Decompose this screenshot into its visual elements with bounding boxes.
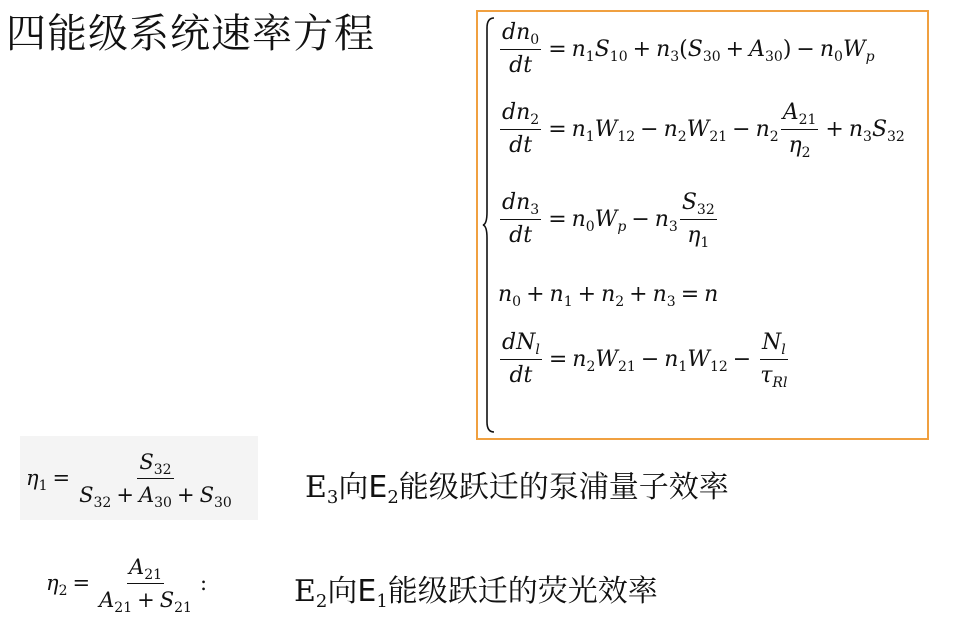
eta1-formula: $\eta_1$ = $\frac{S_{32}}{S_{32} + A_{30} + S_{30}}$ [20,436,258,520]
rate-equation-n0: $\frac{dn_0}{dt}$ = $n_1S_{10}$ + $n_3(S_{30}$ + $A_{30}$) − $n_0W_p$ [502,20,875,78]
page-title: 四能级系统速率方程 [6,11,375,57]
population-sum-equation: $n_0$ + $n_1$ + $n_2$ + $n_3$ = n [498,282,719,310]
left-brace [482,16,496,434]
fraction-dn3-dt: $\frac{dn_3}{dt}$ [502,190,540,248]
fraction-dn0-dt: $\frac{dn_0}{dt}$ [502,20,540,78]
fraction-dn2-dt: $\frac{dn_2}{dt}$ [502,100,540,158]
fraction-eta2: $\frac{A_{21}}{A_{21} + S_{21}}$ [99,554,192,616]
eta2-description: $E_2$向$E_1$能级跃迁的荧光效率 [294,574,658,612]
rate-equation-n3: $\frac{dn_3}{dt}$ = $n_0W_p$ − $n_3$ $\frac{S_{32}}{\eta_1}$ [502,190,715,251]
eta1-description: $E_3$向$E_2$能级跃迁的泵浦量子效率 [305,470,729,508]
fraction-s32-eta1: $\frac{S_{32}}{\eta_1}$ [681,190,715,251]
fraction-a21-eta2: $\frac{A_{21}}{\eta_2}$ [782,100,817,161]
rate-equation-n2: $\frac{dn_2}{dt}$ = $n_1W_{12}$ − $n_2W_{21}$ − $n_2$ $\frac{A_{21}}{\eta_2}$ + $n_3S_{32}$ [502,100,905,161]
fraction-eta1: $\frac{S_{32}}{S_{32} + A_{30} + S_{30}}$ [79,449,232,511]
fraction-dnl-dt: $\frac{dN_l}{dt}$ [502,330,540,388]
fraction-nl-tau: $\frac{N_l}{\tau_{Rl}}$ [760,330,788,391]
photon-rate-equation: $\frac{dN_l}{dt}$ = $n_2W_{21}$ − $n_1W_{12}$ − $\frac{N_l}{\tau_{Rl}}$ [502,330,788,391]
eta2-formula: $\eta_2$ = $\frac{A_{21}}{A_{21} + S_{21}}$ : [40,544,236,622]
